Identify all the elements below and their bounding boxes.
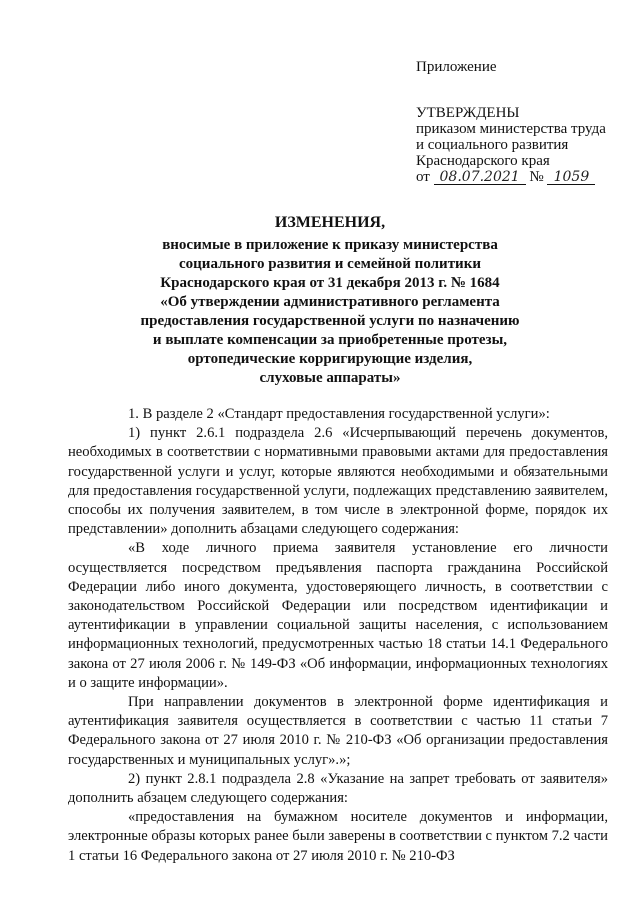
body-paragraph: 1) пункт 2.6.1 подраздела 2.6 «Исчерпывающий перечень документов, необходимых в соответствии с нормативными правовыми актами для предоставления государственной услуги и услуг, которые являются необходимыми и обязательными для предоставления государственной услуги, подлежащих представлению заявителем, способы их получения заявителем, в том числе в электронной форме, порядок их представлении» дополнить абзацами следующего содержания: <box>68 425 608 538</box>
approval-block <box>416 59 626 185</box>
title-line: социального развития и семейной политики <box>179 256 481 272</box>
body-paragraph: 2) пункт 2.8.1 подраздела 2.8 «Указание на запрет требовать от заявителя» дополнить абзацем следующего содержания: <box>68 770 608 807</box>
approval-order-line-1: приказом министерства труда <box>416 121 606 137</box>
approval-date-line <box>416 169 626 185</box>
body-paragraph: 1. В разделе 2 «Стандарт предоставления государственной услуги»: <box>128 406 550 422</box>
title-line: предоставления государственной услуги по назначению <box>140 313 520 329</box>
document-title <box>110 213 550 388</box>
title-line: «Об утверждении административного регламента <box>160 294 500 310</box>
body-paragraph: При направлении документов в электронной форме идентификация и аутентификация заявителя осуществляется в соответствии с частью 11 статьи 7 Федерального закона от 27 июля 2010 г. № 210-ФЗ «Об организации предоставления государственных и муниципальных услуг».»; <box>68 694 608 768</box>
number-prefix: № <box>529 169 544 185</box>
handwritten-date: 08.07.2021 <box>434 170 526 185</box>
approval-order-line-3: Краснодарского края <box>416 153 550 169</box>
appendix-label: Приложение <box>416 59 497 75</box>
body-paragraph: «В ходе личного приема заявителя установление его личности осуществляется посредством предъявления паспорта гражданина Российской Федерации либо иного документа, удостоверяющего личность, в соответствии с законодательством Российской Федерации или посредством идентификации и аутентификации в управлении социальной защиты населения, с использованием информационных технологий, предусмотренных частью 18 статьи 14.1 Федерального закона от 27 июля 2006 г. № 149-ФЗ «Об информации, информационных технологиях и о защите информации». <box>68 540 608 691</box>
title-line: вносимые в приложение к приказу министерства <box>162 237 498 253</box>
approved-label: УТВЕРЖДЕНЫ <box>416 105 520 121</box>
date-prefix: от <box>416 169 430 185</box>
document-body <box>68 405 608 866</box>
body-paragraph: «предоставления на бумажном носителе документов и информации, электронные образы которых ранее были заверены в соответствии с пунктом 7.2 части 1 статьи 16 Федерального закона от 27 июля 2010 г. № 210-ФЗ <box>68 809 608 864</box>
title-line: слуховые аппараты» <box>259 370 401 386</box>
title-line: ортопедические корригирующие изделия, <box>187 351 473 367</box>
title-line: Краснодарского края от 31 декабря 2013 г. № 1684 <box>160 275 500 291</box>
title-line: и выплате компенсации за приобретенные протезы, <box>152 332 508 348</box>
title-main: ИЗМЕНЕНИЯ, <box>274 214 386 231</box>
handwritten-number: 1059 <box>547 170 595 185</box>
approval-order-line-2: и социального развития <box>416 137 569 153</box>
